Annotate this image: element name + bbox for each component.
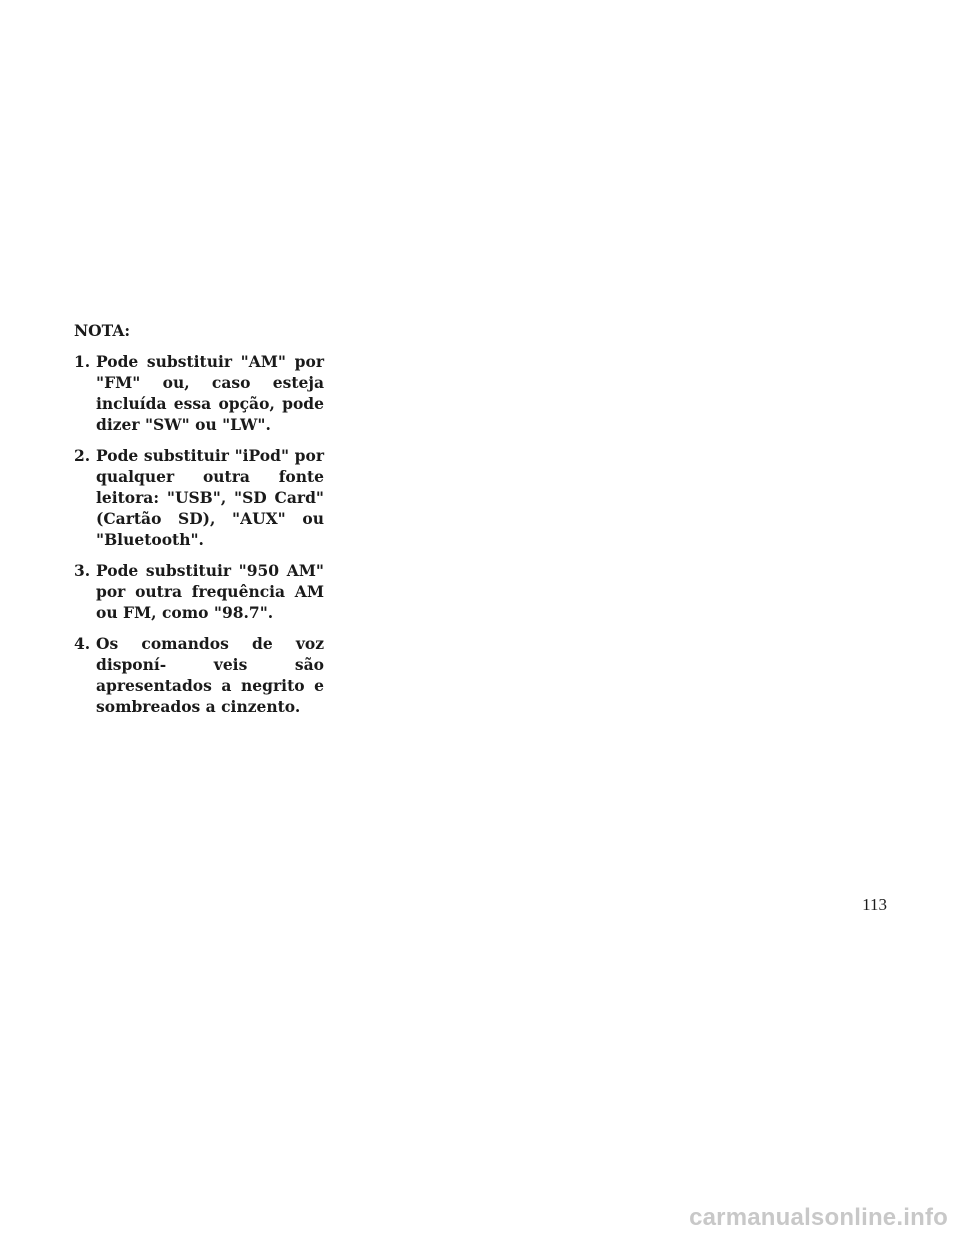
page-number: 113 xyxy=(862,895,887,914)
list-item-text: Pode substituir "AM" por "FM" ou, caso esteja incluída essa opção, pode dizer "SW" ou "LW". xyxy=(96,352,324,434)
note-block xyxy=(74,320,324,727)
list-item-text: Os comandos de voz disponí- veis são apresentados a negrito e sombreados a cinzento. xyxy=(96,634,324,716)
list-item xyxy=(74,351,324,435)
list-item-text: Pode substituir "950 AM" por outra frequência AM ou FM, como "98.7". xyxy=(96,561,324,622)
list-item-number: 4. xyxy=(74,634,91,653)
list-item xyxy=(74,633,324,717)
note-list xyxy=(74,351,324,717)
note-heading: NOTA: xyxy=(74,321,131,340)
list-item xyxy=(74,560,324,623)
list-item-text: Pode substituir "iPod" por qualquer outra fonte leitora: "USB", "SD Card" (Cartão SD), "AUX" ou "Bluetooth". xyxy=(96,446,324,549)
list-item-number: 1. xyxy=(74,352,91,371)
watermark: carmanualsonline.info xyxy=(689,1204,948,1231)
list-item xyxy=(74,445,324,550)
list-item-number: 3. xyxy=(74,561,91,580)
list-item-number: 2. xyxy=(74,446,91,465)
